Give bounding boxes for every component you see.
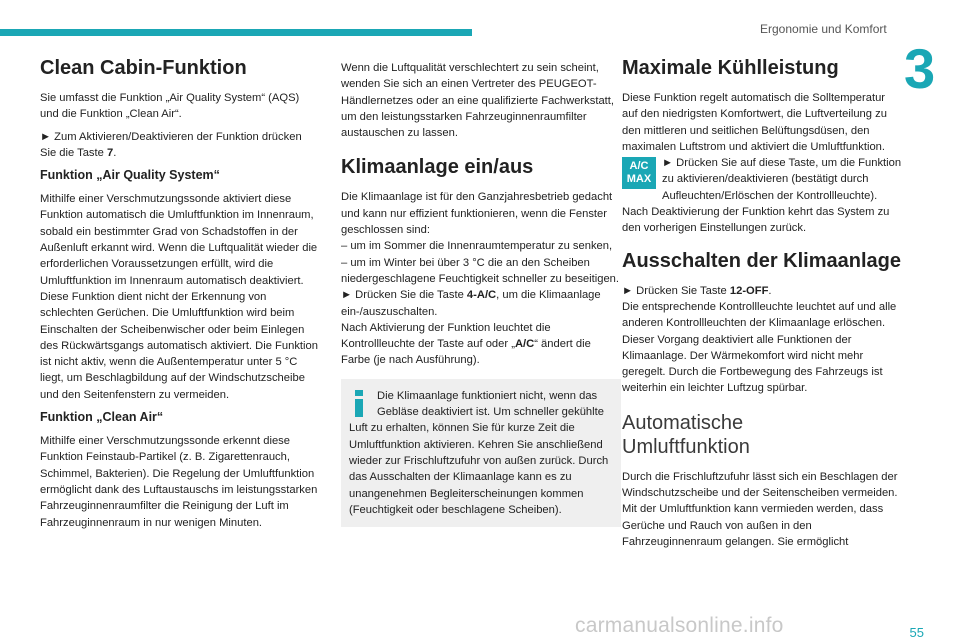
instruction-paragraph <box>341 287 621 320</box>
info-box <box>341 379 621 527</box>
column-right <box>622 56 902 556</box>
column-left <box>40 56 320 537</box>
heading-max-cooling: Maximale Kühlleistung <box>622 57 839 79</box>
paragraph-text: Nach Aktivierung der Funktion leuchtet die Kontrollleuchte der Taste auf oder „ <box>341 321 551 351</box>
heading-line: Umluftfunktion <box>622 435 750 458</box>
paragraph-recirculation: Durch die Frischluftzufuhr lässt sich ein Beschlagen der Windschutzscheibe und der Seitenscheiben vermeiden. Mit der Umluftfunktion kann vermieden werden, dass Gerüche und Rauch von außen in den Fahrzeuginnenraum gelangen. Sie ermöglicht <box>622 470 898 548</box>
key-label: 12-OFF <box>729 284 769 297</box>
heading-auto-recirculation <box>622 411 902 459</box>
key-label: A/C <box>514 338 535 351</box>
paragraph-indicator <box>341 320 621 369</box>
paragraph-ac-off: Die entsprechende Kontrollleuchte leuchtet auf und alle anderen Kontrollleuchten der Klimaanlage erlöschen. Dieser Vorgang deaktiviert alle Funktionen der Klimaanlage. Der Wärmekomfort wird nicht mehr geregelt. Durch die Fortbewegung des Fahrzeugs ist weiterhin ein leichter Luftzug spürbar. <box>622 300 897 395</box>
ac-max-instruction <box>622 155 902 204</box>
instruction-text: ► Zum Aktivieren/Deaktivieren der Funktion drücken Sie die Taste <box>40 130 302 159</box>
ac-max-icon <box>622 157 656 189</box>
watermark: carmanualsonline.info <box>575 614 784 637</box>
instruction-suffix: . <box>768 284 772 297</box>
paragraph: Sie umfasst die Funktion „Air Quality System“ (AQS) und die Funktion „Clean Air“. <box>40 92 300 121</box>
heading-aqs: Funktion „Air Quality System“ <box>40 168 220 183</box>
header-accent-bar <box>0 29 472 36</box>
icon-label: MAX <box>626 173 652 186</box>
key-label: 7 <box>106 146 114 159</box>
heading-ac-on-off: Klimaanlage ein/aus <box>341 156 534 179</box>
paragraph-clean-air: Mithilfe einer Verschmutzungssonde erkennt diese Funktion Feinstaub-Partikel (z. B. Zigarettenrauch, Schimmel, Bakterien). Die Regelung der Umluftfunktion ermöglicht dank des Luftaustauschs im leistungsstarken Fahrzeuginnenraumfilter die Reinigung der Luft im Fahrzeuginnenraum in nur wenigen Minuten. <box>40 435 318 529</box>
page-number: 55 <box>909 625 924 640</box>
info-icon <box>349 388 371 418</box>
paragraph-max-cooling: Diese Funktion regelt automatisch die Solltemperatur auf den niedrigsten Komfortwert, die Luftverteilung zu den mittleren und seitlichen Belüftungsdüsen, den maximalen Luftstrom und aktiviert die Umluftfunktion. <box>622 92 887 153</box>
heading-line: Automatische <box>622 411 744 434</box>
paragraph-ac-intro: Die Klimaanlage ist für den Ganzjahresbetrieb gedacht und kann nur effizient funktionieren, wenn die Fenster geschlossen sind: <box>341 191 613 237</box>
heading-clean-air: Funktion „Clean Air“ <box>40 410 164 425</box>
instruction-paragraph: ► Drücken Sie auf diese Taste, um die Funktion zu aktivieren/deaktivieren (bestätigt durch Aufleuchten/Erlöschen der Kontrollleuchte). <box>662 157 902 202</box>
icon-label: A/C <box>629 160 649 173</box>
dash-item-summer: – um im Sommer die Innenraumtemperatur zu senken, <box>341 240 613 253</box>
chapter-number: 3 <box>904 37 936 100</box>
instruction-text: ► Drücken Sie Taste <box>622 284 730 297</box>
instruction-text: ► Drücken Sie die Taste <box>341 289 467 302</box>
instruction-paragraph <box>622 283 902 299</box>
info-text: Die Klimaanlage funktioniert nicht, wenn das Gebläse deaktiviert ist. Um schneller gekühlte Luft zu erhalten, können Sie für kurze Zeit die Umluftfunktion aktivieren. Kehren Sie anschließend wieder zur Frischluftzufuhr von außen zurück. Durch das Ausschalten der Klimaanlage kann es zu unangenehmen Begleiterscheinungen kommen (Feuchtigkeit oder beschlagene Scheiben). <box>349 389 609 516</box>
heading-clean-cabin: Clean Cabin-Funktion <box>40 57 247 79</box>
instruction-suffix: . <box>113 146 117 159</box>
dash-item-winter: – um im Winter bei über 3 °C die an den Scheiben niedergeschlagene Feuchtigkeit schneller zu beseitigen. <box>341 256 619 285</box>
paragraph-deactivate: Nach Deaktivierung der Funktion kehrt das System zu den vorherigen Einstellungen zurück. <box>622 206 890 235</box>
section-title: Ergonomie und Komfort <box>760 22 887 36</box>
paragraph-text: “ ändert die Farbe (je nach Ausführung). <box>341 338 591 367</box>
heading-ac-off: Ausschalten der Klimaanlage <box>622 249 901 272</box>
key-label: 4-A/C <box>466 289 497 302</box>
instruction-suffix: , um die Klimaanlage ein-/auszuschalten. <box>341 289 601 318</box>
column-middle <box>341 60 621 527</box>
paragraph-filter: Wenn die Luftqualität verschlechtert zu sein scheint, wenden Sie sich an einen Vertreter des PEUGEOT-Händlernetzes oder an eine qualifizierte Fachwerkstatt, um den leistungsstarken Fahrzeuginnenraumfilter austauschen zu lassen. <box>341 62 614 140</box>
paragraph-aqs: Mithilfe einer Verschmutzungssonde aktiviert diese Funktion automatisch die Umluftfunktion im Innenraum, sobald ein bestimmter Grad von Schadstoffen in der Außenluft erkannt wird. Wenn die Luftqualität wieder die erforderlichen Voraussetzungen erfüllt, wird die Umluftfunktion im Innenraum automatisch deaktiviert. Diese Funktion dient nicht der Erkennung von schlechten Gerüchen. Die Umluftfunktion wird beim Einschalten der Scheibenwischer oder beim Einlegen des Rückwärtsgangs automatisch aktiviert. Die Funktion ist nicht aktiv, wenn die Außentemperatur unter 5 °C liegt, um Beschlagbildung auf der Windschutzscheibe und den Seitenfenstern zu vermeiden. <box>40 193 318 401</box>
instruction-paragraph <box>40 129 320 162</box>
